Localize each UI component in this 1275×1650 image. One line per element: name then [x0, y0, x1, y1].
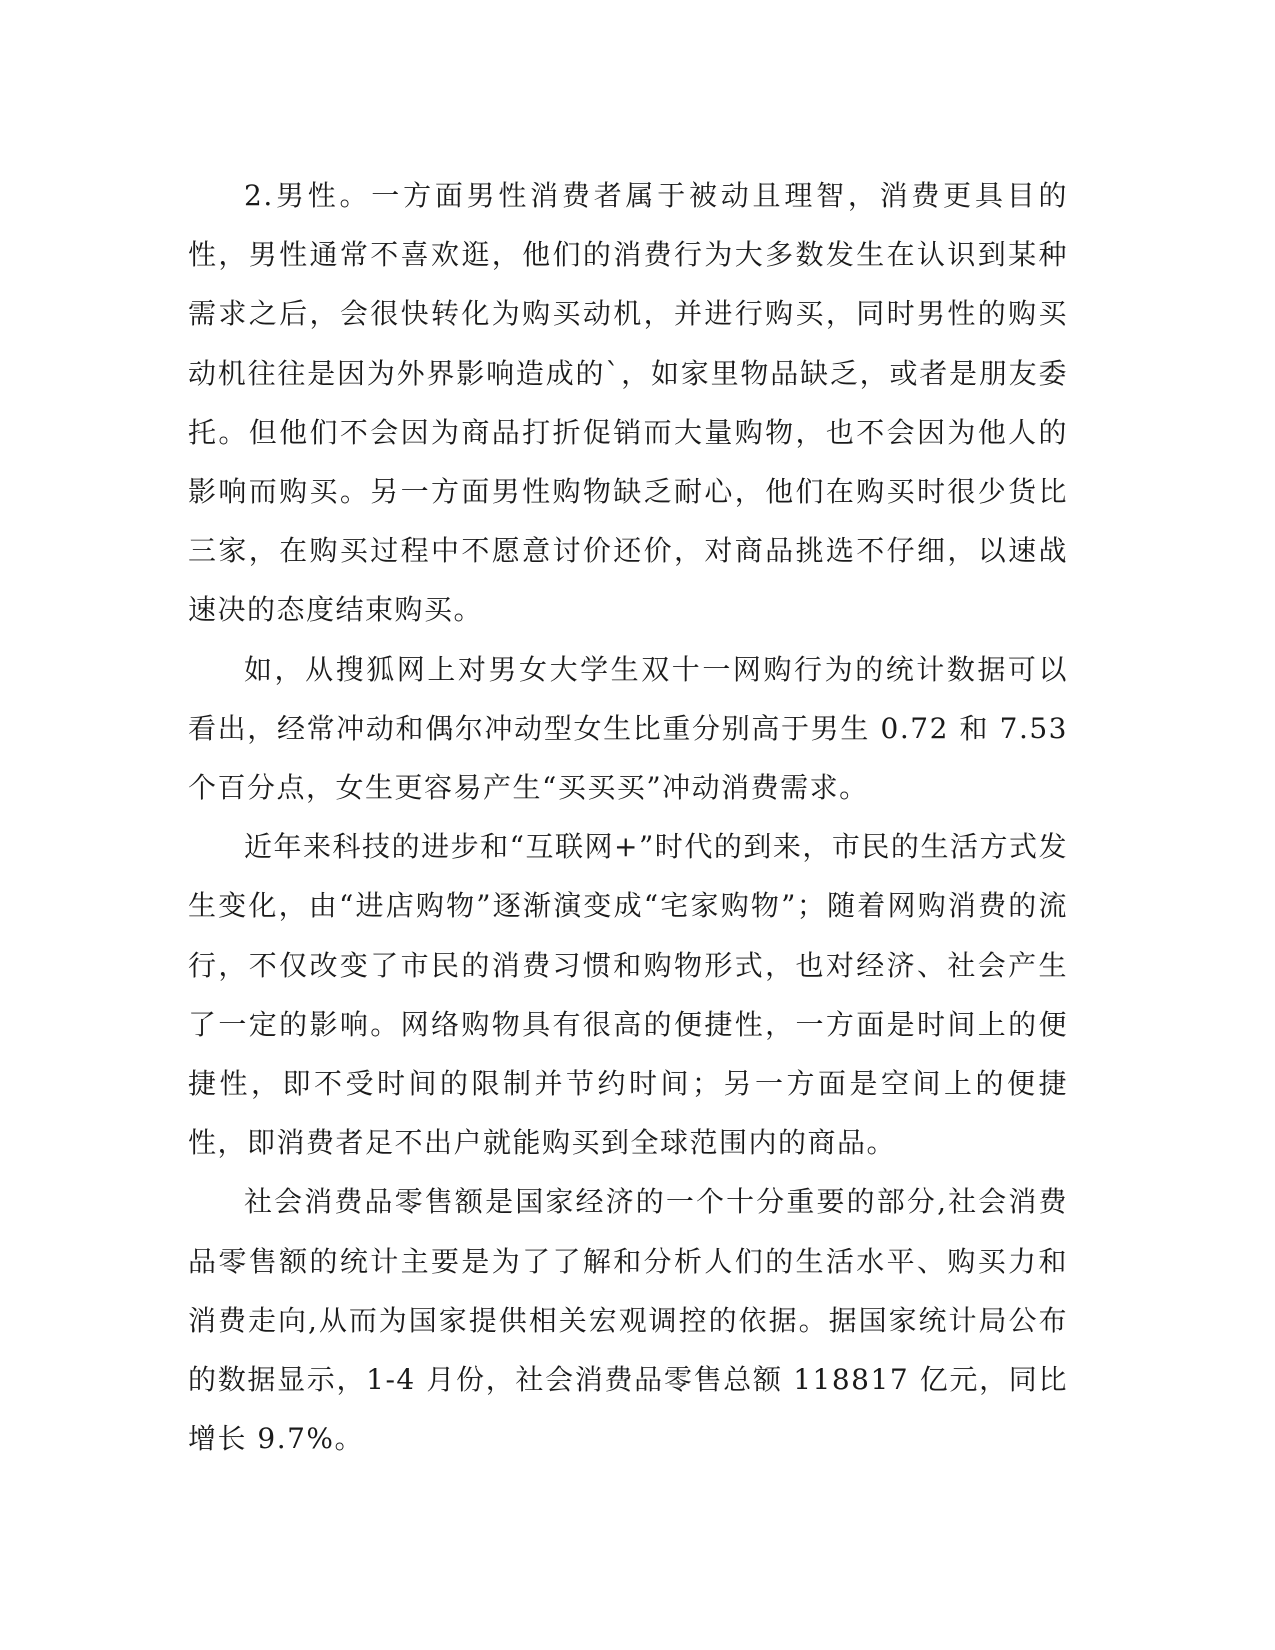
paragraph-sohu-statistics: 如，从搜狐网上对男女大学生双十一网购行为的统计数据可以看出，经常冲动和偶尔冲动型女生比重分别高于男生 0.72 和 7.53 个百分点，女生更容易产生“买买买”冲动消费需求。 — [188, 652, 1068, 805]
paragraph-male-consumers: 2.男性。一方面男性消费者属于被动且理智，消费更具目的性，男性通常不喜欢逛，他们的消费行为大多数发生在认识到某种需求之后，会很快转化为购买动机，并进行购买，同时男性的购买动机往往是因为外界影响造成的`，如家里物品缺乏，或者是朋友委托。但他们不会因为商品打折促销而大量购物，也不会因为他人的影响而购买。另一方面男性购物缺乏耐心，他们在购买时很少货比三家，在购买过程中不愿意讨价还价，对商品挑选不仔细，以速战速决的态度结束购买。 — [188, 179, 1068, 627]
paragraph-online-shopping: 近年来科技的进步和“互联网+”时代的到来，市民的生活方式发生变化，由“进店购物”逐渐演变成“宅家购物”；随着网购消费的流行，不仅改变了市民的消费习惯和购物形式，也对经济、社会产生了一定的影响。网络购物具有很高的便捷性，一方面是时间上的便捷性，即不受时间的限制并节约时间；另一方面是空间上的便捷性，即消费者足不出户就能购买到全球范围内的商品。 — [188, 830, 1068, 1160]
document-body — [188, 166, 1068, 1468]
paragraph-retail-sales: 社会消费品零售额是国家经济的一个十分重要的部分,社会消费品零售额的统计主要是为了了解和分析人们的生活水平、购买力和消费走向,从而为国家提供相关宏观调控的依据。据国家统计局公布的数据显示，1-4 月份，社会消费品零售总额 118817 亿元，同比增长 9.7%。 — [188, 1185, 1068, 1456]
